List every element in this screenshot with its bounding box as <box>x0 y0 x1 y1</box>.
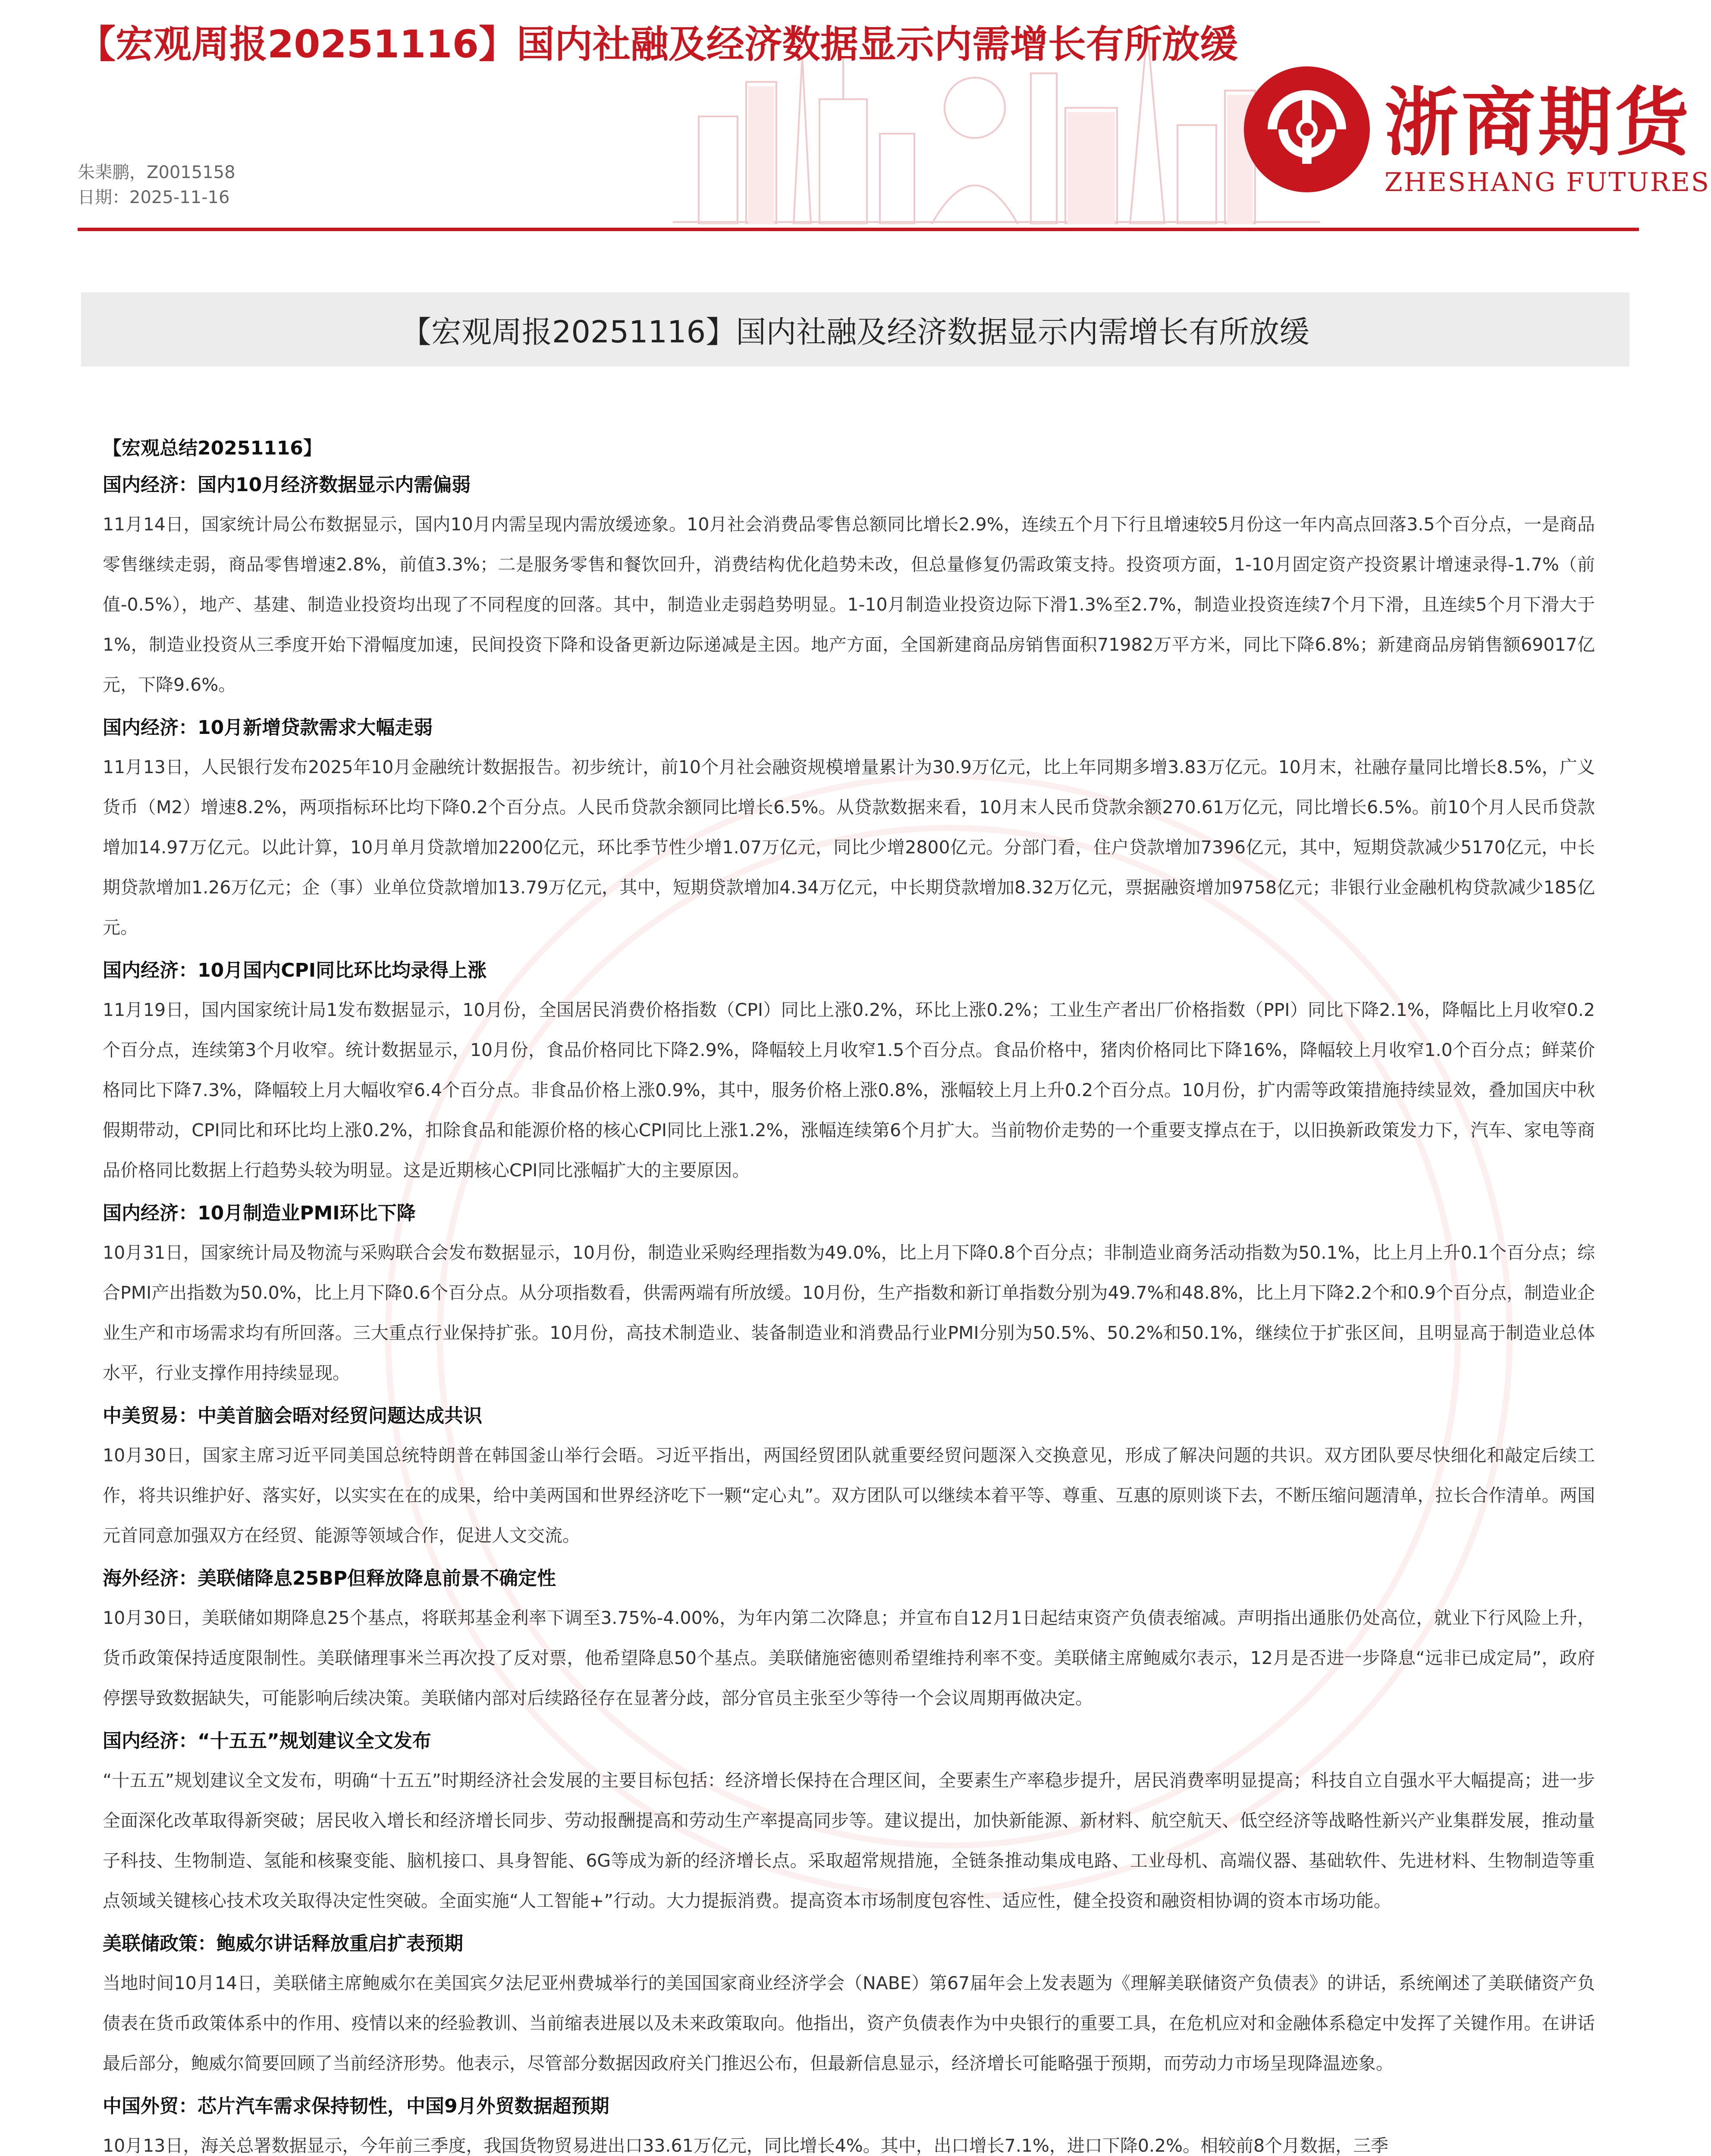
banner-title: 【宏观周报20251116】国内社融及经济数据显示内需增长有所放缓 <box>401 314 1310 350</box>
section <box>103 1724 1595 1921</box>
section-body: 10月13日，海关总署数据显示，今年前三季度，我国货物贸易进出口33.61万亿元，同比增长4%。其中，出口增长7.1%，进口下降0.2%。相较前8个月数据，三季 <box>103 2135 1389 2156</box>
section-title: 中国外贸：芯片汽车需求保持韧性，中国9月外贸数据超预期 <box>103 2095 609 2117</box>
section <box>103 468 1595 705</box>
logo-english-text: ZHESHANG FUTURES <box>1384 167 1710 197</box>
section <box>103 1927 1595 2084</box>
report-title: 【宏观周报20251116】国内社融及经济数据显示内需增长有所放缓 <box>78 22 1238 66</box>
report-author: 朱棐鹏，Z0015158 <box>78 163 235 182</box>
section-body: 11月14日，国家统计局公布数据显示，国内10月内需呈现内需放缓迹象。10月社会消费品零售总额同比增长2.9%，连续五个月下行且增速较5月份这一年内高点回落3.5个百分点，一是商品零售继续走弱，商品零售增速2.8%，前值3.3%；二是服务零售和餐饮回升，消费结构优化趋势未改，但总量修复仍需政策支持。投资项方面，1-10月固定资产投资累计增速录得-1.7%（前值-0.5%），地产、基建、制造业投资均出现了不同程度的回落。其中，制造业走弱趋势明显。1-10月制造业投资边际下滑1.3%至2.7%，制造业投资连续7个月下滑，且连续5个月下滑大于1%，制造业投资从三季度开始下滑幅度加速，民间投资下降和设备更新边际递减是主因。地产方面，全国新建商品房销售面积71982万平方米，同比下降6.8%；新建商品房销售额69017亿元，下降9.6%。 <box>103 514 1595 695</box>
section-body: 10月30日，国家主席习近平同美国总统特朗普在韩国釜山举行会晤。习近平指出，两国经贸团队就重要经贸问题深入交换意见，形成了解决问题的共识。双方团队要尽快细化和敲定后续工作，将共识维护好、落实好，以实实在在的成果，给中美两国和世界经济吃下一颗“定心丸”。双方团队可以继续本着平等、尊重、互惠的原则谈下去，不断压缩问题清单，拉长合作清单。两国元首同意加强双方在经贸、能源等领域合作，促进人文交流。 <box>103 1445 1595 1546</box>
section-title: 美联储政策：鲍威尔讲话释放重启扩表预期 <box>103 1933 463 1955</box>
zheshang-logo-icon <box>1242 65 1372 194</box>
section-body: “十五五”规划建议全文发布，明确“十五五”时期经济社会发展的主要目标包括：经济增长保持在合理区间，全要素生产率稳步提升，居民消费率明显提高；科技自立自强水平大幅提高；进一步全面深化改革取得新突破；居民收入增长和经济增长同步、劳动报酬提高和劳动生产率提高同步等。建议提出，加快新能源、新材料、航空航天、低空经济等战略性新兴产业集群发展，推动量子科技、生物制造、氢能和核聚变能、脑机接口、具身智能、6G等成为新的经济增长点。采取超常规措施，全链条推动集成电路、工业母机、高端仪器、基础软件、先进材料、生物制造等重点领域关键核心技术攻关取得决定性突破。全面实施“人工智能+”行动。大力提振消费。提高资本市场制度包容性、适应性，健全投资和融资相协调的资本市场功能。 <box>103 1770 1595 1911</box>
section-title: 国内经济：“十五五”规划建议全文发布 <box>103 1730 431 1752</box>
report-date: 日期：2025-11-16 <box>78 188 230 207</box>
header-divider <box>78 228 1639 231</box>
section <box>103 711 1595 948</box>
section-body: 11月13日，人民银行发布2025年10月金融统计数据报告。初步统计，前10个月社会融资规模增量累计为30.9万亿元，比上年同期多增3.83万亿元。10月末，社融存量同比增长8.5%，广义货币（M2）增速8.2%，两项指标环比均下降0.2个百分点。人民币贷款余额同比增长6.5%。从贷款数据来看，10月末人民币贷款余额270.61万亿元，同比增长6.5%。前10个月人民币贷款增加14.97万亿元。以此计算，10月单月贷款增加2200亿元，环比季节性少增1.07万亿元，同比少增2800亿元。分部门看，住户贷款增加7396亿元，其中，短期贷款减少5170亿元，中长期贷款增加1.26万亿元；企（事）业单位贷款增加13.79万亿元，其中，短期贷款增加4.34万亿元，中长期贷款增加8.32万亿元，票据融资增加9758亿元；非银行业金融机构贷款减少185亿元。 <box>103 757 1595 938</box>
section <box>103 1562 1595 1718</box>
section <box>103 954 1595 1191</box>
section-body: 10月31日，国家统计局及物流与采购联合会发布数据显示，10月份，制造业采购经理指数为49.0%，比上月下降0.8个百分点；非制造业商务活动指数为50.1%，比上月上升0.1个百分点；综合PMI产出指数为50.0%，比上月下降0.6个百分点。从分项指数看，供需两端有所放缓。10月份，生产指数和新订单指数分别为49.7%和48.8%，比上月下降2.2个和0.9个百分点，制造业企业生产和市场需求均有所回落。三大重点行业保持扩张。10月份，高技术制造业、装备制造业和消费品行业PMI分别为50.5%、50.2%和50.1%，继续位于扩张区间，且明显高于制造业总体水平，行业支撑作用持续显现。 <box>103 1242 1595 1383</box>
section-title: 国内经济：10月国内CPI同比环比均录得上涨 <box>103 959 487 981</box>
section-title: 国内经济：国内10月经济数据显示内需偏弱 <box>103 474 471 496</box>
section <box>103 1399 1595 1556</box>
section-title: 国内经济：10月新增贷款需求大幅走弱 <box>103 717 433 739</box>
report-header <box>0 0 1711 241</box>
summary-label: 【宏观总结20251116】 <box>103 437 322 459</box>
zheshang-futures-logo <box>1242 65 1710 207</box>
report-content <box>103 431 1595 2156</box>
section-body: 当地时间10月14日，美联储主席鲍威尔在美国宾夕法尼亚州费城举行的美国国家商业经济学会（NABE）第67届年会上发表题为《理解美联储资产负债表》的讲话，系统阐述了美联储资产负债表在货币政策体系中的作用、疫情以来的经验教训、当前缩表进展以及未来政策取向。他指出，资产负债表作为中央银行的重要工具，在危机应对和金融体系稳定中发挥了关键作用。在讲话最后部分，鲍威尔简要回顾了当前经济形势。他表示，尽管部分数据因政府关门推迟公布，但最新信息显示，经济增长可能略强于预期，而劳动力市场呈现降温迹象。 <box>103 1973 1595 2074</box>
section-body: 11月19日，国内国家统计局1发布数据显示，10月份，全国居民消费价格指数（CPI）同比上涨0.2%，环比上涨0.2%；工业生产者出厂价格指数（PPI）同比下降2.1%，降幅比上月收窄0.2个百分点，连续第3个月收窄。统计数据显示，10月份，食品价格同比下降2.9%，降幅较上月收窄1.5个百分点。食品价格中，猪肉价格同比下降16%，降幅较上月收窄1.0个百分点；鲜菜价格同比下降7.3%，降幅较上月大幅收窄6.4个百分点。非食品价格上涨0.9%，其中，服务价格上涨0.8%，涨幅较上月上升0.2个百分点。10月份，扩内需等政策措施持续显效，叠加国庆中秋假期带动，CPI同比和环比均上涨0.2%，扣除食品和能源价格的核心CPI同比上涨1.2%，涨幅连续第6个月扩大。当前物价走势的一个重要支撑点在于，以旧换新政策发力下，汽车、家电等商品价格同比数据上行趋势头较为明显。这是近期核心CPI同比涨幅扩大的主要原因。 <box>103 1000 1595 1181</box>
section <box>103 1197 1595 1393</box>
title-banner <box>81 292 1629 367</box>
logo-chinese-text: 浙商期货 <box>1384 79 1692 166</box>
section-title: 国内经济：10月制造业PMI环比下降 <box>103 1202 416 1224</box>
section-title: 海外经济：美联储降息25BP但释放降息前景不确定性 <box>103 1567 556 1589</box>
section-body: 10月30日，美联储如期降息25个基点，将联邦基金利率下调至3.75%-4.00%，为年内第二次降息；并宣布自12月1日起结束资产负债表缩减。声明指出通胀仍处高位，就业下行风险上升，货币政策保持适度限制性。美联储理事米兰再次投了反对票，他希望降息50个基点。美联储施密德则希望维持利率不变。美联储主席鲍威尔表示，12月是否进一步降息“远非已成定局”，政府停摆导致数据缺失，可能影响后续决策。美联储内部对后续路径存在显著分歧，部分官员主张至少等待一个会议周期再做决定。 <box>103 1608 1595 1708</box>
section <box>103 2090 1595 2156</box>
section-title: 中美贸易：中美首脑会晤对经贸问题达成共识 <box>103 1405 482 1427</box>
